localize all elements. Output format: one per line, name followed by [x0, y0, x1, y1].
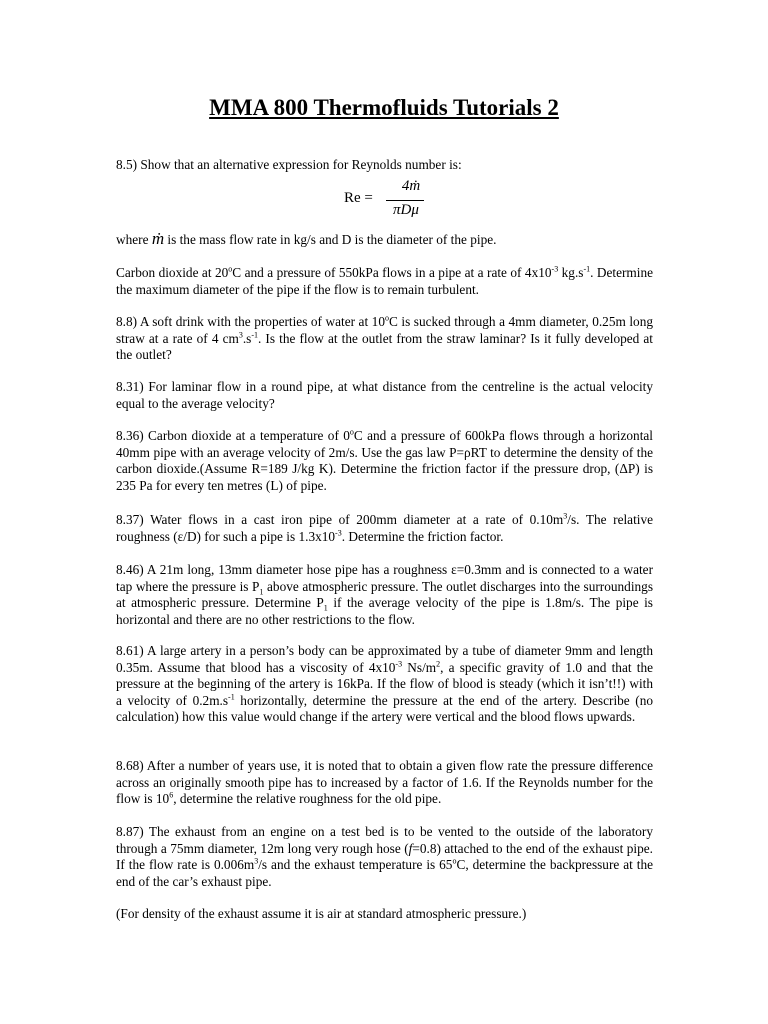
formula-denominator: πDμ [393, 202, 419, 218]
question-8-5-problem: Carbon dioxide at 20$^o$C and a pressure of 550kPa flows in a pipe at a rate of $4x10^{-3}$ $kg.s^{-1}$. Determine the maximum diameter of the pipe if the flow is to remain turbulent. [116, 264, 654, 297]
formula-numerator: 4ṁ [401, 178, 421, 194]
page-title: MMA 800 Thermofluids Tutorials 2 [209, 95, 559, 120]
friction-factor-symbol: f [408, 840, 413, 856]
question-8-8: 8.8) A soft drink with the properties of water at 10$^o$C is sucked through a 4mm diameter, 0.25m long straw at a rate of 4 $cm^3.s^{-1}$. Is the flow at the outlet from the straw laminar? Is it fully developed at the outlet? [116, 313, 653, 362]
reynolds-formula [344, 178, 464, 226]
question-8-37: 8.37) Water flows in a cast iron pipe of 200mm diameter at a rate of $0.10m^3/s$. The relative roughness (ε/D) for such a pipe is $1.3x10^{-3}$. Determine the friction factor. [116, 511, 654, 544]
question-8-61: 8.61) A large artery in a person’s body can be approximated by a tube of diameter 9mm and length 0.35m. Assume that blood has a viscosity of $4x10^{-3}$ $Ns/m^2$, a specific gravity of 1.0 and that the pressure at the beginning of the artery is 16kPa. If the flow of blood is steady (which it isn’t!!) with a velocity of $0.2m.s^{-1}$ horizontally, determine the pressure at the end of the artery. Describe (no calculation) how this value would change if the artery were vertical and the blood flows upwards. [116, 643, 653, 724]
question-8-46: 8.46) A 21m long, 13mm diameter hose pipe has a roughness ε=0.3mm and is connected to a water tap where the pressure is $P_1$ above atmospheric pressure. The outlet discharges into the surroundings at atmospheric pressure. Determine $P_1$ if the average velocity of the pipe is 1.8m/s. The pipe is horizontal and there are no other restrictions to the flow. [116, 562, 653, 627]
mdot-symbol: ṁ [151, 229, 165, 248]
question-8-87: 8.87) The exhaust from an engine on a test bed is to be vented to the outside of the laboratory through a 75mm diameter, 12m long very rough hose (f=0.8) attached to the end of the exhaust pipe. If the flow rate is $0.006m^3/s$ and the exhaust temperature is 65$^o$C, determine the backpressure at the end of the car’s exhaust pipe. [116, 824, 653, 889]
formula-fraction-bar [386, 200, 424, 201]
question-8-5-intro: 8.5) Show that an alternative expression for Reynolds number is: [116, 157, 462, 172]
question-8-31: 8.31) For laminar flow in a round pipe, at what distance from the centreline is the actual velocity equal to the average velocity? [116, 379, 653, 411]
formula-lhs: Re = [344, 190, 373, 206]
question-8-68: 8.68) After a number of years use, it is noted that to obtain a given flow rate the pressure difference across an originally smooth pipe has to increased by a factor of 1.6. If the Reynolds number for the flow is $10^6$, determine the relative roughness for the old pipe. [116, 758, 653, 806]
question-8-5-where: where ṁ is the mass flow rate in kg/s and D is the diameter of the pipe. [116, 229, 497, 248]
exhaust-density-note: (For density of the exhaust assume it is air at standard atmospheric pressure.) [116, 906, 527, 921]
question-8-36: 8.36) Carbon dioxide at a temperature of 0$^o$C and a pressure of 600kPa flows through a horizontal 40mm pipe with an average velocity of 2m/s. Use the gas law P=ρRT to determine the density of the carbon dioxide.(Assume R=189 J/kg K). Determine the friction factor if the pressure drop, (ΔP) is 235 Pa for every ten metres (L) of pipe. [116, 427, 653, 493]
